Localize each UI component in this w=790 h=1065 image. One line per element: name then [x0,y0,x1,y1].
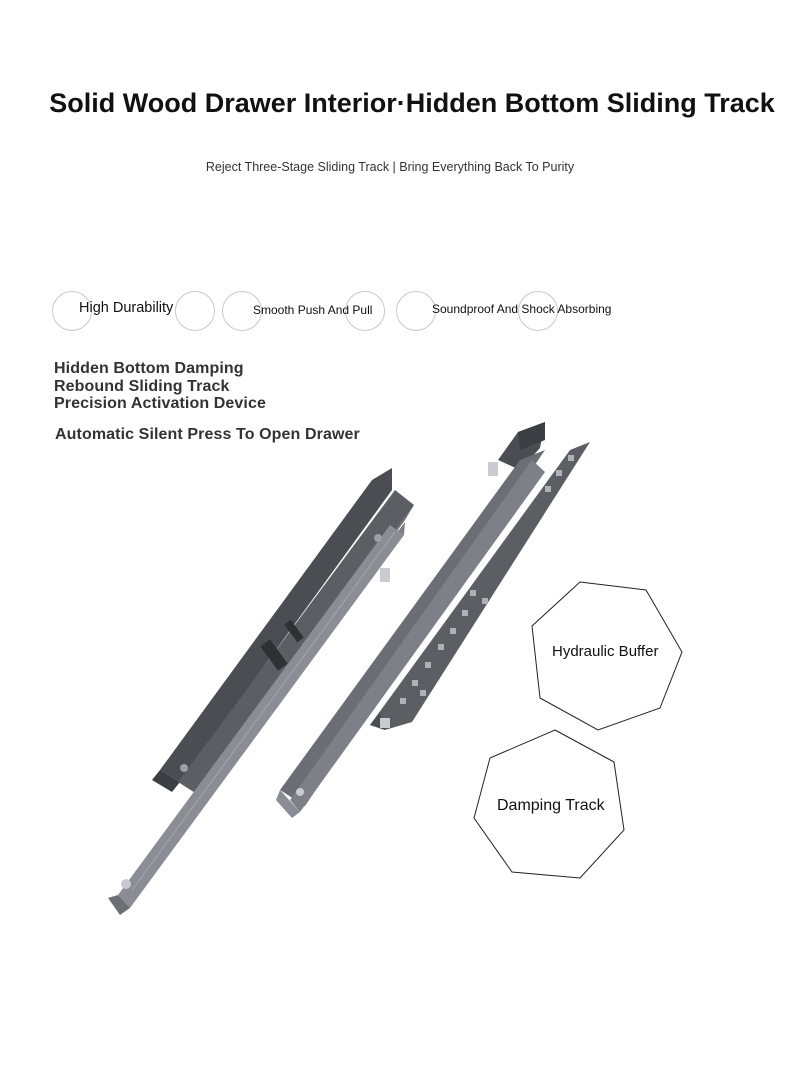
description-line-3: Precision Activation Device [54,395,266,412]
callout-damping-track: Damping Track [497,797,605,814]
description-line-1: Hidden Bottom Damping [54,360,244,377]
description-line-2: Rebound Sliding Track [54,378,230,395]
feature-smooth-push-pull: Smooth Push And Pull [253,303,373,317]
feature-high-durability: High Durability [79,300,174,316]
page-title: Solid Wood Drawer Interior·Hidden Bottom Sliding Track [49,88,775,118]
description-line-4: Automatic Silent Press To Open Drawer [55,426,360,443]
callout-hydraulic-buffer: Hydraulic Buffer [552,643,659,660]
page-subtitle: Reject Three-Stage Sliding Track | Bring Everything Back To Purity [205,160,575,174]
feature-soundproof: Soundproof And Shock Absorbing [432,302,612,316]
